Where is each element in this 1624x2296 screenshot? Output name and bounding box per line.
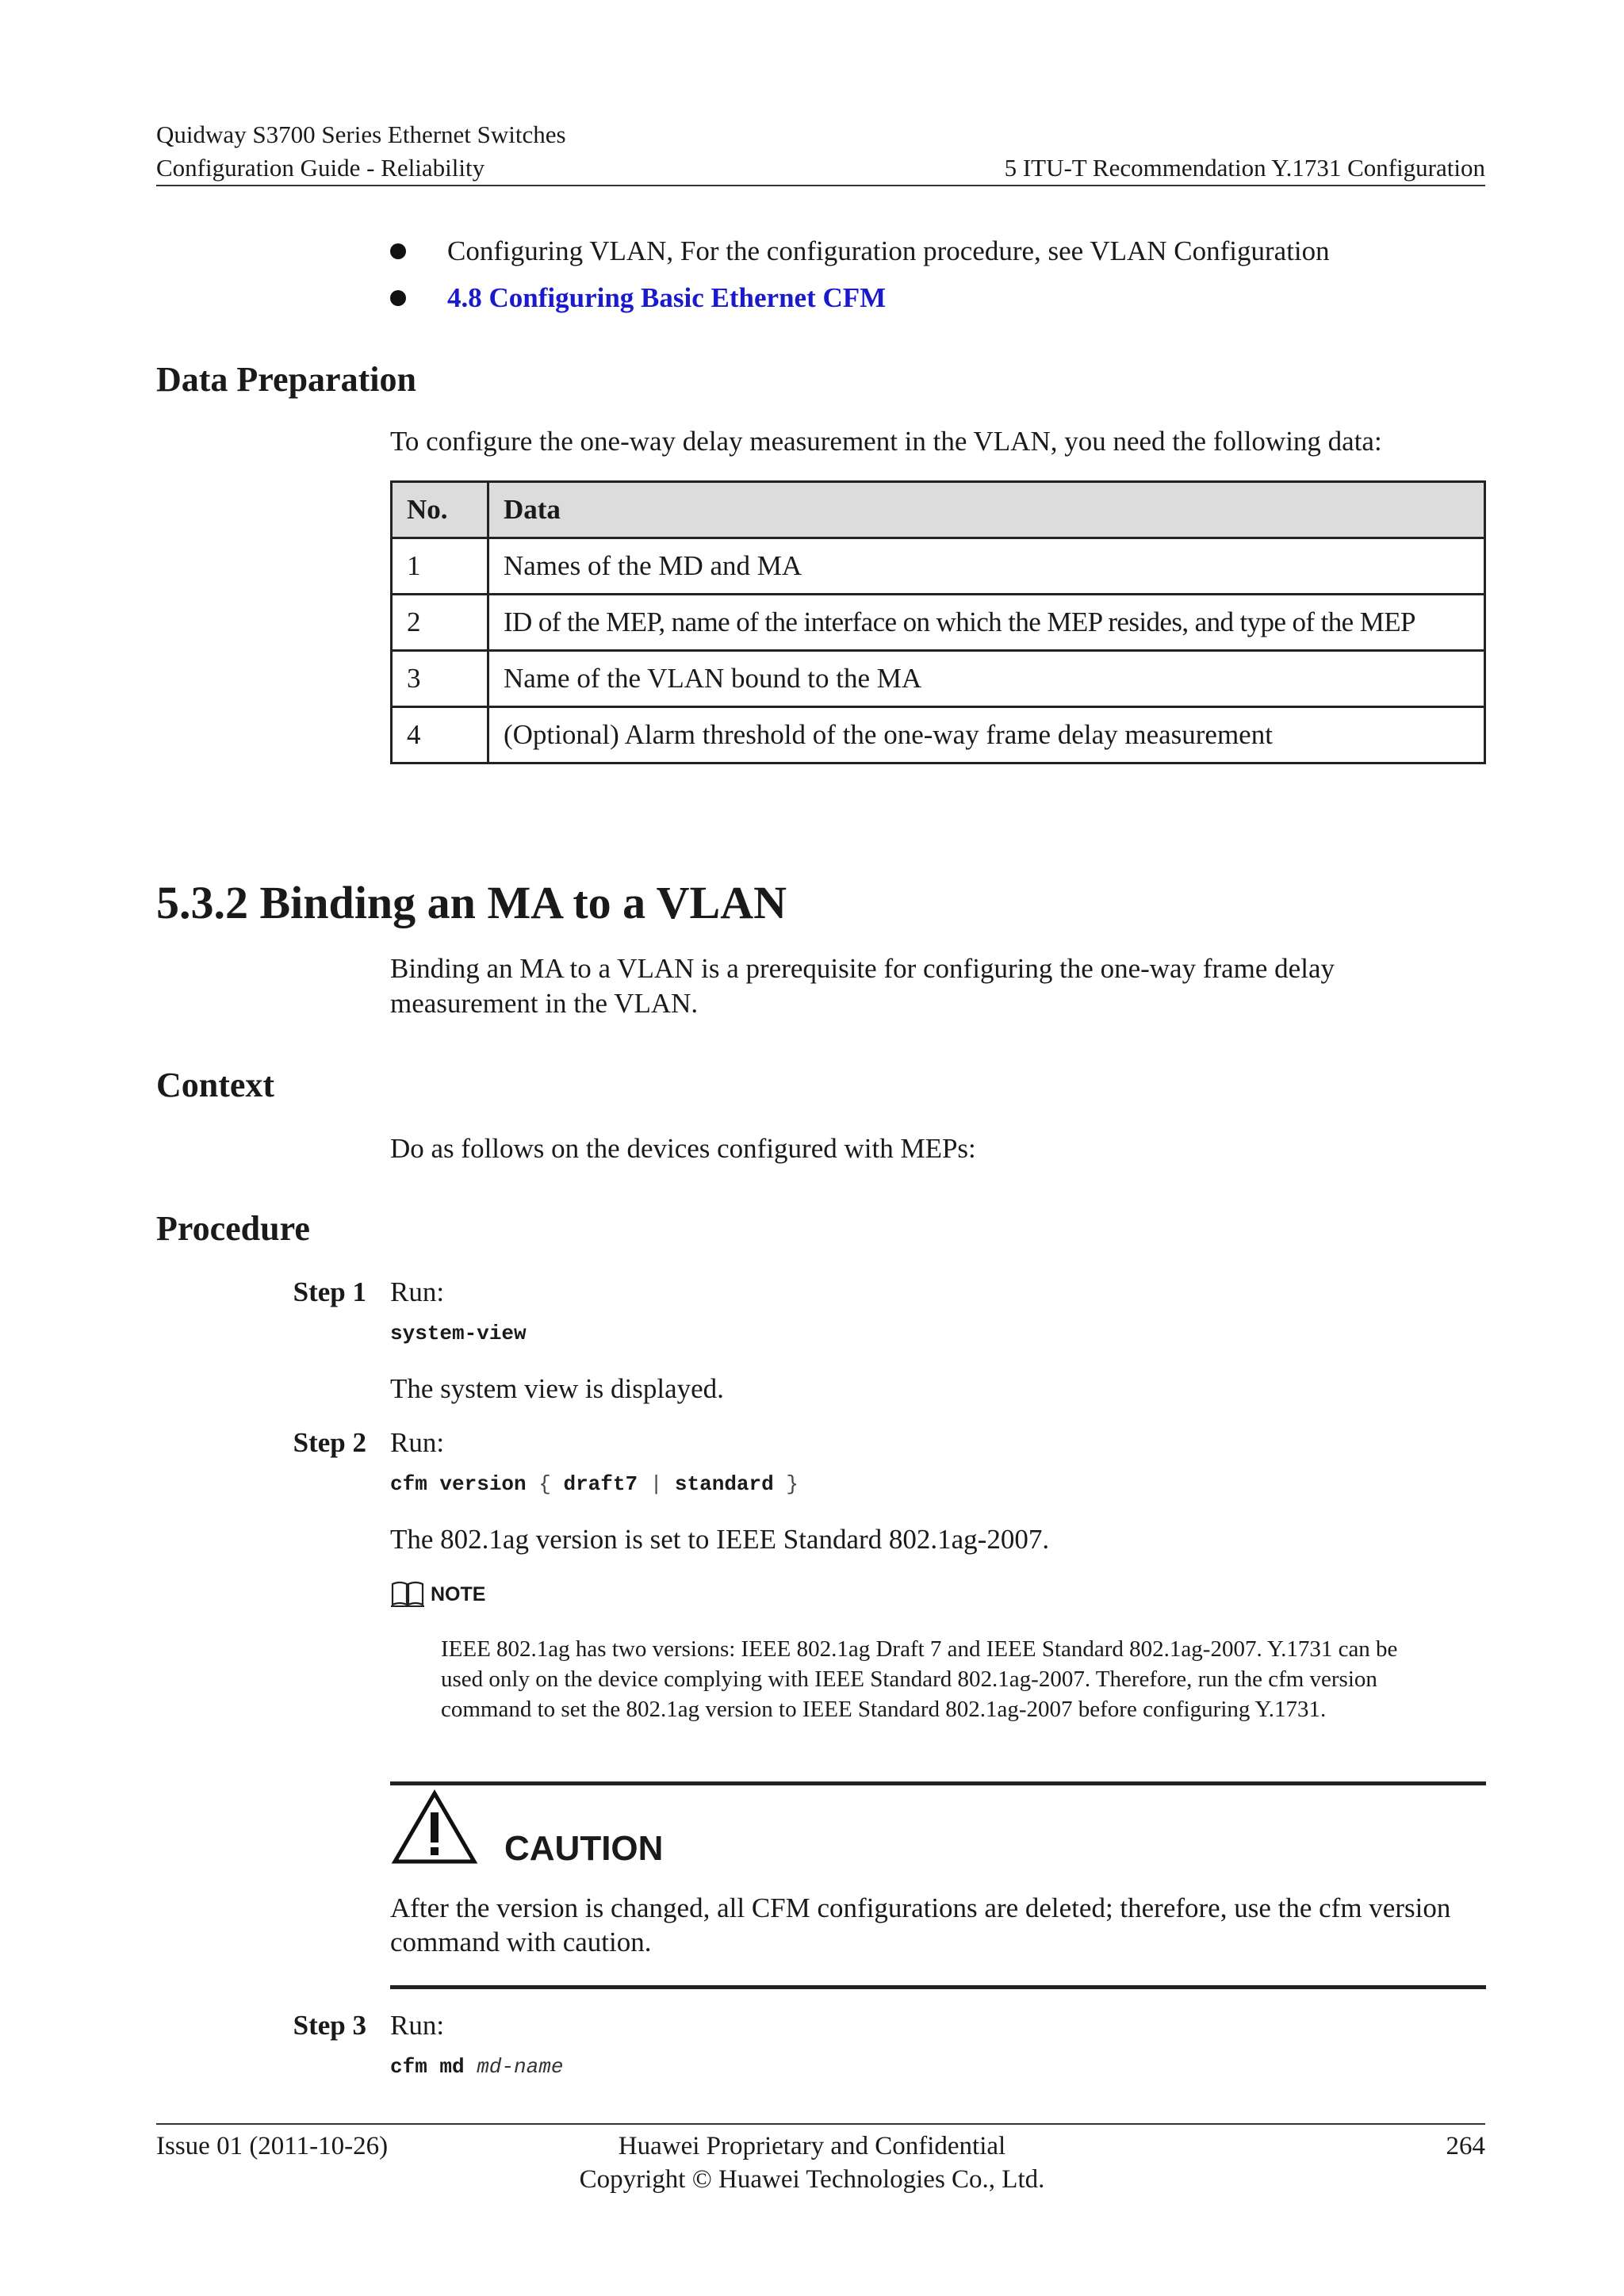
command-keyword: draft7 bbox=[563, 1472, 638, 1496]
step-3-command bbox=[390, 2054, 563, 2080]
caution-top-rule bbox=[390, 1781, 1486, 1785]
command-brace: { bbox=[538, 1472, 551, 1496]
command-keyword: cfm md bbox=[390, 2055, 465, 2079]
warning-triangle-icon bbox=[390, 1789, 479, 1866]
header-product: Quidway S3700 Series Ethernet Switches bbox=[156, 121, 566, 148]
step-3-label: Step 3 bbox=[293, 2010, 366, 2041]
section-title: 5.3.2 Binding an MA to a VLAN bbox=[156, 877, 787, 928]
table-cell-data: (Optional) Alarm threshold of the one-way frame delay measurement bbox=[488, 707, 1485, 763]
caution-bottom-rule bbox=[390, 1985, 1486, 1989]
footer-copyright: Copyright © Huawei Technologies Co., Ltd. bbox=[579, 2165, 1045, 2194]
step-3-run: Run: bbox=[390, 2010, 445, 2041]
command-pipe: | bbox=[649, 1472, 663, 1496]
step-1-command bbox=[390, 1321, 527, 1346]
header-rule bbox=[156, 185, 1485, 186]
note-line: IEEE 802.1ag has two versions: IEEE 802.1ag Draft 7 and IEEE Standard 802.1ag-2007. Y.1731 can be bbox=[441, 1636, 1398, 1662]
note-line: command to set the 802.1ag version to IEEE Standard 802.1ag-2007 before configuring Y.1731. bbox=[441, 1697, 1327, 1722]
data-prep-intro: To configure the one-way delay measurement in the VLAN, you need the following data: bbox=[390, 426, 1382, 457]
step-1-description: The system view is displayed. bbox=[390, 1373, 724, 1404]
table-header-data: Data bbox=[488, 482, 1485, 538]
caution-line: command with caution. bbox=[390, 1927, 652, 1957]
page-number: 264 bbox=[1446, 2132, 1485, 2160]
table-row bbox=[392, 538, 1485, 595]
link-configuring-basic-ethernet-cfm[interactable]: 4.8 Configuring Basic Ethernet CFM bbox=[447, 282, 887, 313]
bullet-icon bbox=[390, 243, 406, 259]
bullet-icon bbox=[390, 290, 406, 306]
command-keyword: cfm version bbox=[390, 1472, 527, 1496]
table-cell-no: 1 bbox=[392, 538, 488, 595]
table-cell-no: 3 bbox=[392, 651, 488, 707]
book-icon bbox=[390, 1581, 425, 1608]
table-header-no: No. bbox=[392, 482, 488, 538]
data-table bbox=[390, 480, 1486, 764]
context-text: Do as follows on the devices configured with MEPs: bbox=[390, 1133, 976, 1164]
command-keyword: system-view bbox=[390, 1322, 527, 1345]
table-header-row bbox=[392, 482, 1485, 538]
command-keyword: standard bbox=[674, 1472, 774, 1496]
step-2-run: Run: bbox=[390, 1427, 445, 1458]
footer-issue: Issue 01 (2011-10-26) bbox=[156, 2132, 389, 2160]
command-argument: md-name bbox=[477, 2055, 564, 2079]
table-cell-data: ID of the MEP, name of the interface on which the MEP resides, and type of the MEP bbox=[488, 595, 1485, 651]
note-label: NOTE bbox=[431, 1583, 486, 1605]
step-2-command bbox=[390, 1471, 799, 1497]
step-2-description: The 802.1ag version is set to IEEE Standard 802.1ag-2007. bbox=[390, 1524, 1050, 1555]
table-cell-data: Name of the VLAN bound to the MA bbox=[488, 651, 1485, 707]
bullet-vlan-config: Configuring VLAN, For the configuration procedure, see VLAN Configuration bbox=[447, 235, 1330, 266]
caution-label: CAUTION bbox=[504, 1829, 664, 1868]
heading-data-preparation: Data Preparation bbox=[156, 360, 416, 399]
footer-confidential: Huawei Proprietary and Confidential bbox=[618, 2132, 1006, 2160]
step-2-label: Step 2 bbox=[293, 1427, 366, 1458]
header-chapter: 5 ITU-T Recommendation Y.1731 Configuration bbox=[1004, 154, 1485, 182]
table-cell-no: 2 bbox=[392, 595, 488, 651]
caution-line: After the version is changed, all CFM configurations are deleted; therefore, use the cfm version bbox=[390, 1892, 1451, 1923]
heading-procedure: Procedure bbox=[156, 1209, 310, 1248]
step-1-label: Step 1 bbox=[293, 1276, 366, 1307]
table-row bbox=[392, 595, 1485, 651]
table-cell-no: 4 bbox=[392, 707, 488, 763]
section-intro: Binding an MA to a VLAN is a prerequisite for configuring the one-way frame delay measurement in the VLAN. bbox=[390, 953, 1335, 1019]
step-1-run: Run: bbox=[390, 1276, 445, 1307]
note-line: used only on the device complying with IEEE Standard 802.1ag-2007. Therefore, run the cfm version bbox=[441, 1667, 1377, 1692]
heading-context: Context bbox=[156, 1066, 275, 1104]
footer-rule bbox=[156, 2123, 1485, 2125]
command-brace: } bbox=[786, 1472, 799, 1496]
header-guide: Configuration Guide - Reliability bbox=[156, 154, 485, 182]
table-row bbox=[392, 707, 1485, 763]
table-cell-data: Names of the MD and MA bbox=[488, 538, 1485, 595]
table-row bbox=[392, 651, 1485, 707]
